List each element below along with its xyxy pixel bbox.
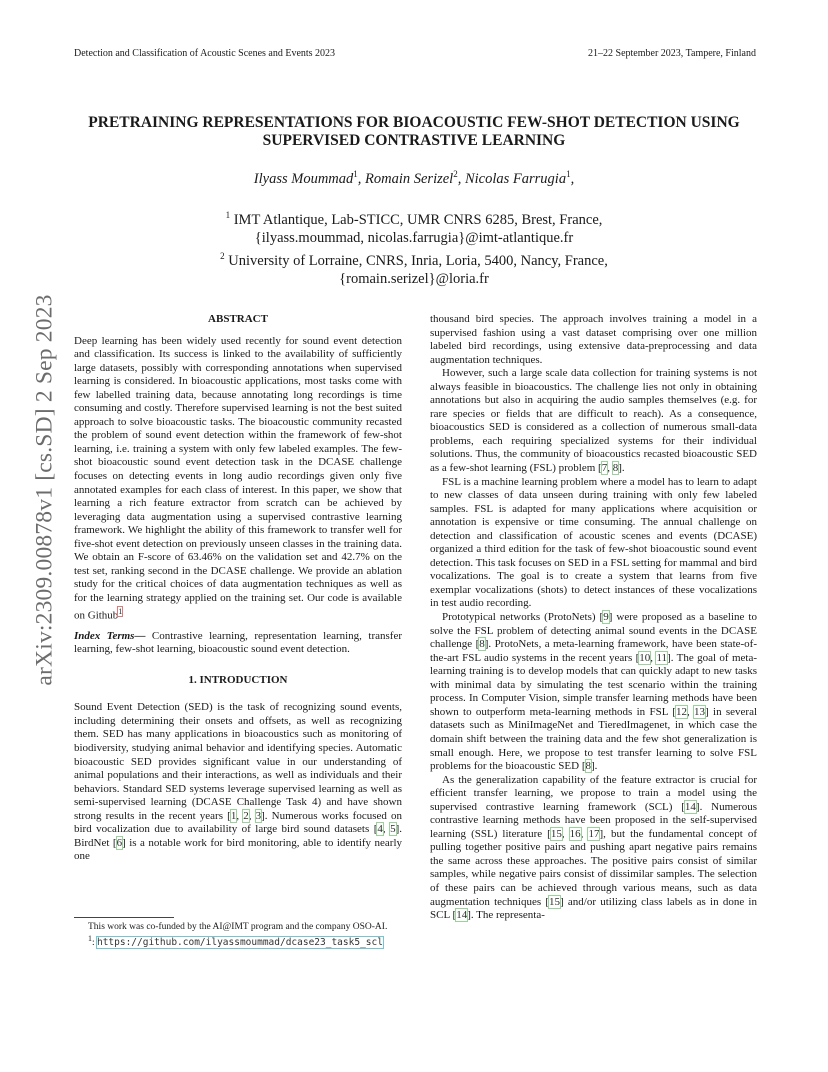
author-2: Romain Serizel — [365, 170, 454, 187]
footnote-1: $^1$: https://github.com/ilyassmoummad/dcase23_task5_scl — [88, 934, 383, 949]
affiliations — [60, 206, 768, 288]
right-paragraph-0: thousand bird species. The approach involves training a model in a supervised fashion using a vast dataset comprising over one million labeled bird recordings, using extensive data-preprocessing and data augmentation techniques. — [430, 313, 757, 366]
index-terms: Index Terms— Contrastive learning, representation learning, transfer learning, few-shot learning, bioacoustic sound event detection. — [74, 629, 402, 656]
funding-footnote: This work was co-funded by the AI@IMT program and the company OSO-AI. — [88, 922, 388, 932]
affiliation-1-emails: {ilyass.moummad, nicolas.farrugia}@imt-atlantique.fr — [254, 229, 574, 246]
citation-link[interactable]: 8 — [585, 760, 591, 773]
title-line-1: PRETRAINING REPRESENTATIONS FOR BIOACOUSTIC FEW-SHOT DETECTION USING — [88, 114, 740, 131]
citation-link[interactable]: 15 — [549, 895, 561, 908]
paper-title — [60, 114, 768, 150]
citation-link[interactable]: 10 — [639, 651, 651, 664]
citation-link[interactable]: 12 — [675, 705, 687, 718]
citation-link[interactable]: 9 — [603, 611, 609, 624]
right-paragraph-1: However, such a large scale data collection for training systems is not always feasible in bioacoustics. The challenge lies not only in obtaining annotations but also in acquiring the audio samples themselves (e.g. for rare species or fields that are difficult to reach). As a consequence, bioacoustics SED is considered as a collection of numerous small-data problems, each requiring specialized systems for their individual solutions. Thus, the community of bioacoustics recasted bioacoustic SED as a few-shot learning (FSL) problem [7, 8]. — [430, 367, 757, 475]
github-link[interactable]: https://github.com/ilyassmoummad/dcase23_task5_scl — [96, 937, 383, 949]
citation-link[interactable]: 14 — [684, 800, 696, 813]
author-3: Nicolas Farrugia — [464, 170, 567, 187]
abstract-heading: ABSTRACT — [208, 313, 268, 325]
citation-link[interactable]: 6 — [116, 836, 123, 849]
citation-link[interactable]: 17 — [588, 827, 600, 840]
citation-link[interactable]: 4 — [377, 823, 383, 836]
citation-link[interactable]: 3 — [255, 809, 262, 822]
author-list: Ilyass Moummad$^1$, Romain Serizel$^2$, Nicolas Farrugia$^1$, — [253, 169, 575, 187]
affiliation-1: $^1$ IMT Atlantique, Lab-STICC, UMR CNRS 6285, Brest, France, — [225, 210, 603, 228]
abstract-text: Deep learning has been widely used recently for sound event detection and classification. Its success is linked to the availability of sufficiently large datasets, possibly with corresponding annotations when supervised learning is considered. In bioacoustic applications, most tasks come with few labelled training data, because annotating long recordings is time consuming and costly. Therefore supervised learning is not the best suited approach to solve bioacoustic tasks. The bioacoustic community recasted the problem of sound event detection within the framework of few-shot learning, i.e. training a system with only few labeled examples. The few-shot bioacoustic sound event detection task in the DCASE challenge focuses on detecting events in long audio recordings given only five annotated examples for each class of interest. In this paper, we show that learning a rich feature extractor from scratch can be achieved by leveraging data augmentation using a supervised contrastive learning framework. We highlight the ability of this framework to transfer well for five-shot event detection on previously unseen classes in the training data. We obtain an F-score of 63.46% on the validation set and 42.7% on the test set, ranking second in the DCASE challenge. We provide an ablation study for the critical choices of data augmentation techniques as well as for the learning strategy applied on the training set. Our code is available on Github$^1$ — [74, 334, 402, 623]
right-paragraph-3: Prototypical networks (ProtoNets) [9] were proposed as a baseline to solve the FSL problem of detecting animal sound events in the DCASE challenge [8]. ProtoNets, a meta-learning framework, have been state-of-the-art FSL audio systems in the recent years [10, 11]. The goal of meta-learning training is to develop models that can quickly adapt to new tasks with minimal data by simulating the test scenario within the training process. In Computer Vision, simple transfer learning methods have been shown to outperform meta-learning methods in FSL [12, 13] in several datasets such as MiniImageNet and TieredImagenet, in which case the domain shift between the training data and the few shot generalization is small enough. Here, we propose to test transfer learning to solve FSL problems for the bioacoustic SED [8]. — [430, 611, 758, 773]
footnote-rule — [74, 917, 174, 918]
author-1: Ilyass Moummad — [253, 170, 354, 187]
conference-date-header: 21–22 September 2023, Tampere, Finland — [588, 48, 756, 59]
citation-link[interactable]: 8 — [479, 638, 485, 651]
citation-link[interactable]: 15 — [550, 827, 562, 840]
arxiv-stamp — [30, 294, 60, 686]
right-column — [430, 313, 757, 923]
conference-header: Detection and Classification of Acoustic Scenes and Events 2023 — [74, 48, 336, 59]
intro-heading: 1. INTRODUCTION — [188, 673, 288, 686]
right-paragraph-2: FSL is a machine learning problem where a model has to learn to adapt to new classes of data unseen during training with only few labeled samples. FSL is adapted for many applications where acquisition or annotation is expensive or time consuming. The annual challenge on detection and classification of acoustic scenes and events (DCASE) organized a third edition for the task of few-shot bioacoustic sound event detection. This task focuses on SED in a FSL setting for mammal and bird vocalizations. The goal is to create a system that learns from five exemplar vocalizations (shots) to detect instances of these vocalizations in test audio recording. — [430, 475, 757, 610]
title-line-2: SUPERVISED CONTRASTIVE LEARNING — [262, 132, 566, 149]
left-column — [74, 313, 402, 864]
affiliation-2-emails: {romain.serizel}@loria.fr — [339, 270, 489, 287]
citation-link[interactable]: 14 — [456, 909, 468, 922]
citation-link[interactable]: 8 — [612, 462, 619, 475]
citation-link[interactable]: 5 — [390, 823, 396, 836]
citation-link[interactable]: 16 — [569, 827, 581, 840]
arxiv-identifier: arXiv:2309.00878v1 [cs.SD] 2 Sep 2023 — [31, 294, 58, 686]
right-paragraph-4: As the generalization capability of the feature extractor is crucial for efficient transfer learning, we propose to train a model using the supervised contrastive learning framework (SCL) [14]. Numerous contrastive learning methods have been proposed in the self-supervised learning (SSL) literature [15, 16, 17], but the fundamental concept of pulling together positive pairs and pushing apart negative pairs remains the same across these approaches. The positive pairs consist of similar samples, while negative pairs consist of dissimilar samples. The selection of these pairs can be achieved through various means, such as data augmentation techniques [15] and/or utilizing class labels as in done in SCL [14]. The representa- — [430, 773, 758, 922]
footnotes — [74, 917, 402, 949]
citation-link[interactable]: 1 — [230, 809, 237, 822]
citation-link[interactable]: 2 — [243, 809, 249, 822]
intro-paragraph-1: Sound Event Detection (SED) is the task of recognizing sound events, including determining their onsets and offsets, as well as recognizing them. SED has many applications in bioacoustics such as monitoring of biodiversity, studying animal behavior and identifying species. Automatic bioacoustic SED provides significant value in our understanding of animal populations and their interactions, as well as individuals and their behaviors. Standard SED systems leverage supervised learning as well as semi-supervised learning (DCASE Challenge Task 4) and have shown strong results in the recent years [1, 2, 3]. Numerous works focused on bird vocalization due to availability of large bird sound datasets [4, 5]. BirdNet [6] is a notable work for bird monitoring, able to identify nearly one — [74, 701, 403, 863]
citation-link[interactable]: 13 — [694, 705, 706, 718]
citation-link[interactable]: 7 — [601, 462, 608, 475]
footnote-1-link[interactable]: 1 — [118, 607, 123, 617]
affiliation-2: $^2$ University of Lorraine, CNRS, Inria, Loria, 5400, Nancy, France, — [220, 250, 608, 269]
citation-link[interactable]: 11 — [656, 651, 668, 664]
